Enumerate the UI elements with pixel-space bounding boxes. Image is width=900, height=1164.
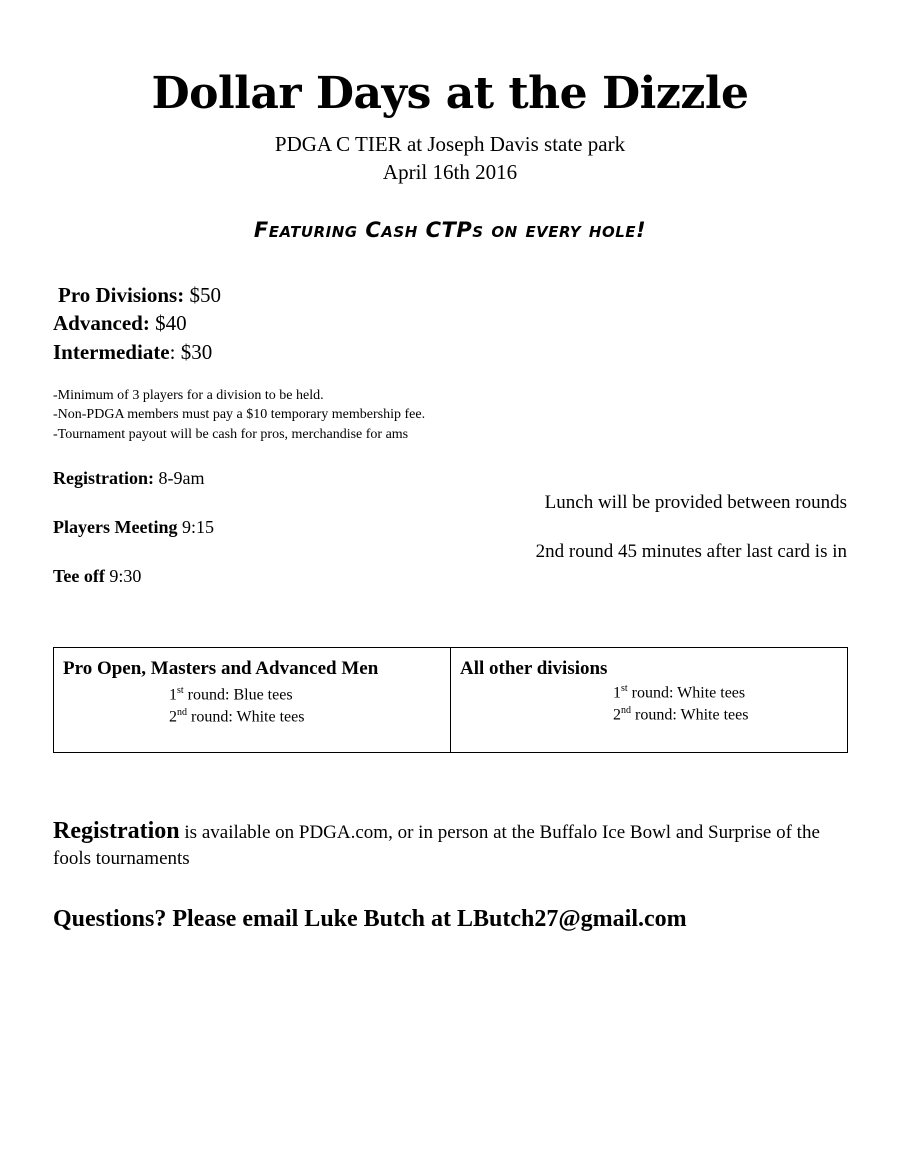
fee-advanced [53, 311, 187, 336]
schedule-label: Tee off [53, 566, 105, 586]
note-payout: -Tournament payout will be cash for pros, merchandise for ams [53, 427, 409, 442]
fee-intermediate [53, 340, 212, 365]
schedule-registration [53, 468, 204, 489]
note-membership-fee: -Non-PDGA members must pay a $10 temporary membership fee. [53, 407, 426, 422]
event-subtitle: PDGA C TIER at Joseph Davis state park [274, 132, 626, 156]
tees-table [53, 647, 848, 753]
event-title: Dollar Days at the Dizzle [151, 68, 749, 119]
fee-value: $40 [149, 311, 187, 335]
registration-text: is available on PDGA.com, or in person at the Buffalo Ice Bowl and Surprise of the fools tournaments [53, 822, 820, 869]
contact-line: Questions? Please email Luke Butch at LButch27@gmail.com [53, 906, 687, 932]
fee-value: : $30 [169, 340, 213, 364]
second-round-note: 2nd round 45 minutes after last card is in [535, 541, 847, 562]
lunch-note: Lunch will be provided between rounds [544, 492, 847, 513]
round-2-tees: 2nd round: White tees [169, 707, 305, 726]
event-date: April 16th 2016 [382, 160, 518, 184]
feature-banner: Featuring Cash CTPs on every hole! [253, 218, 647, 242]
fee-pro [58, 283, 221, 308]
tees-column-other [450, 648, 847, 752]
schedule-value: 9:15 [177, 517, 214, 537]
fee-label: Pro Divisions: [58, 283, 185, 307]
round-2-tees: 2nd round: White tees [613, 705, 749, 724]
registration-label: Registration [53, 818, 180, 844]
tees-column-heading: Pro Open, Masters and Advanced Men [63, 658, 379, 679]
schedule-value: 9:30 [104, 566, 142, 586]
schedule-value: 8-9am [153, 468, 205, 488]
schedule-label: Registration: [53, 468, 154, 488]
round-1-tees: 1st round: Blue tees [169, 685, 293, 704]
fee-label: Advanced: [53, 311, 150, 335]
note-minimum-players: -Minimum of 3 players for a division to be held. [53, 388, 324, 403]
schedule-label: Players Meeting [53, 517, 178, 537]
round-1-tees: 1st round: White tees [613, 683, 746, 702]
schedule-tee-off [53, 566, 141, 587]
tees-column-pro [54, 648, 450, 752]
registration-info [53, 818, 853, 872]
fee-label: Intermediate [53, 340, 170, 364]
fee-value: $50 [184, 283, 221, 307]
tees-column-heading: All other divisions [460, 658, 608, 679]
schedule-players-meeting [53, 517, 214, 538]
